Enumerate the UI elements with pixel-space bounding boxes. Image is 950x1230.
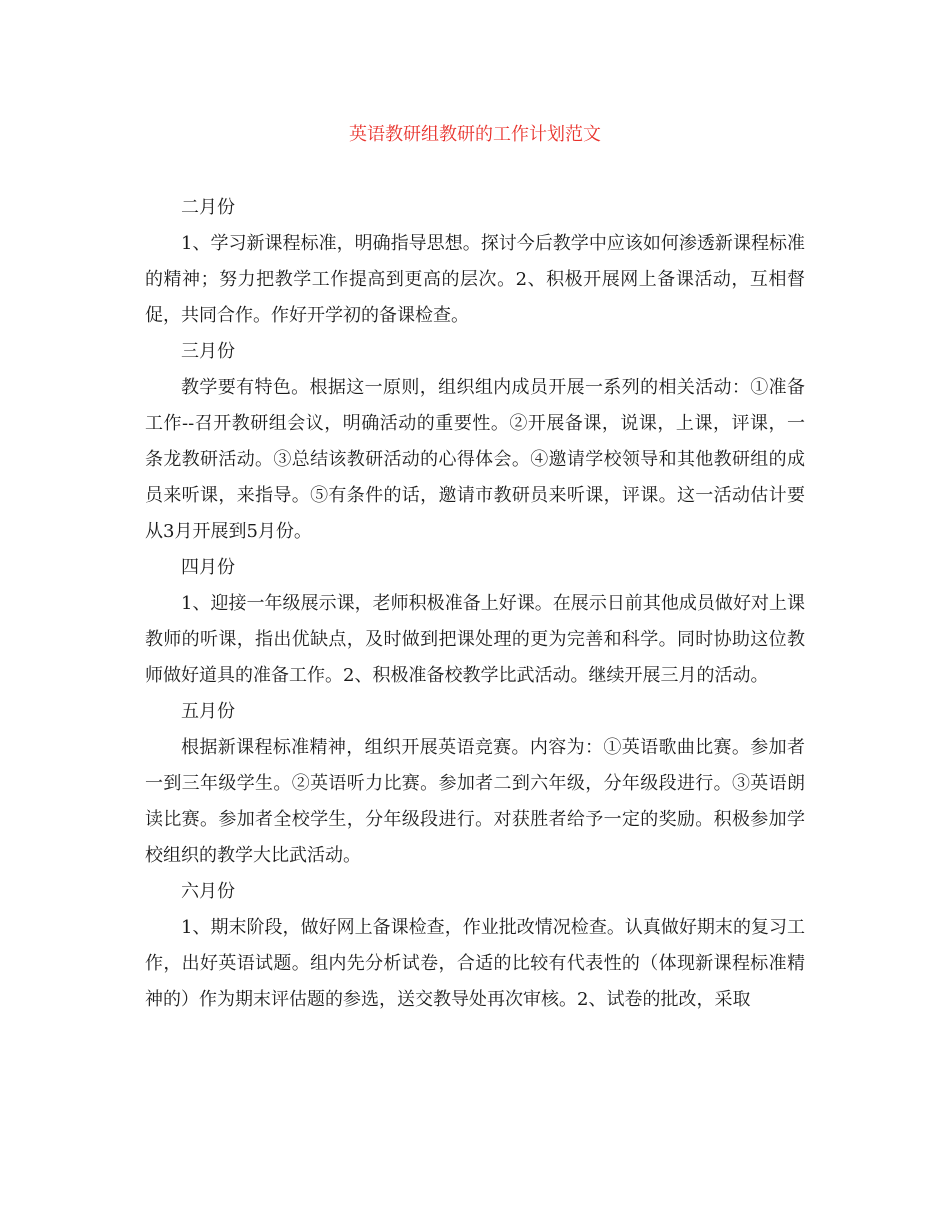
section-text-feb: 1、学习新课程标准，明确指导思想。探讨今后教学中应该如何渗透新课程标准的精神；努力把教学工作提高到更高的层次。2、积极开展网上备课活动，互相督促，共同合作。作好开学初的备课检查。 <box>145 233 805 326</box>
section-heading-mar: 三月份 <box>181 341 235 362</box>
section-heading-may: 五月份 <box>181 701 235 722</box>
section-heading-feb: 二月份 <box>181 197 235 218</box>
section-text-mar: 教学要有特色。根据这一原则，组织组内成员开展一系列的相关活动：①准备工作--召开教研组会议，明确活动的重要性。②开展备课，说课，上课，评课，一条龙教研活动。③总结该教研活动的心得体会。④邀请学校领导和其他教研组的成员来听课，来指导。⑤有条件的话，邀请市教研员来听课，评课。这一活动估计要从3月开展到5月份。 <box>145 377 805 542</box>
document-title: 英语教研组教研的工作计划范文 <box>349 124 601 145</box>
section-heading-apr: 四月份 <box>181 557 235 578</box>
section-text-may: 根据新课程标准精神，组织开展英语竞赛。内容为：①英语歌曲比赛。参加者一到三年级学生。②英语听力比赛。参加者二到六年级，分年级段进行。③英语朗读比赛。参加者全校学生，分年级段进行。对获胜者给予一定的奖励。积极参加学校组织的教学大比武活动。 <box>145 737 805 866</box>
section-text-apr: 1、迎接一年级展示课，老师积极准备上好课。在展示日前其他成员做好对上课教师的听课，指出优缺点，及时做到把课处理的更为完善和科学。同时协助这位教师做好道具的准备工作。2、积极准备校教学比武活动。继续开展三月的活动。 <box>145 593 805 686</box>
section-heading-jun: 六月份 <box>181 881 235 902</box>
section-text-jun: 1、期末阶段，做好网上备课检查，作业批改情况检查。认真做好期末的复习工作，出好英语试题。组内先分析试卷，合适的比较有代表性的（体现新课程标准精神的）作为期末评估题的参选，送交教导处再次审核。2、试卷的批改，采取 <box>145 917 805 1010</box>
document-body <box>145 190 805 1018</box>
